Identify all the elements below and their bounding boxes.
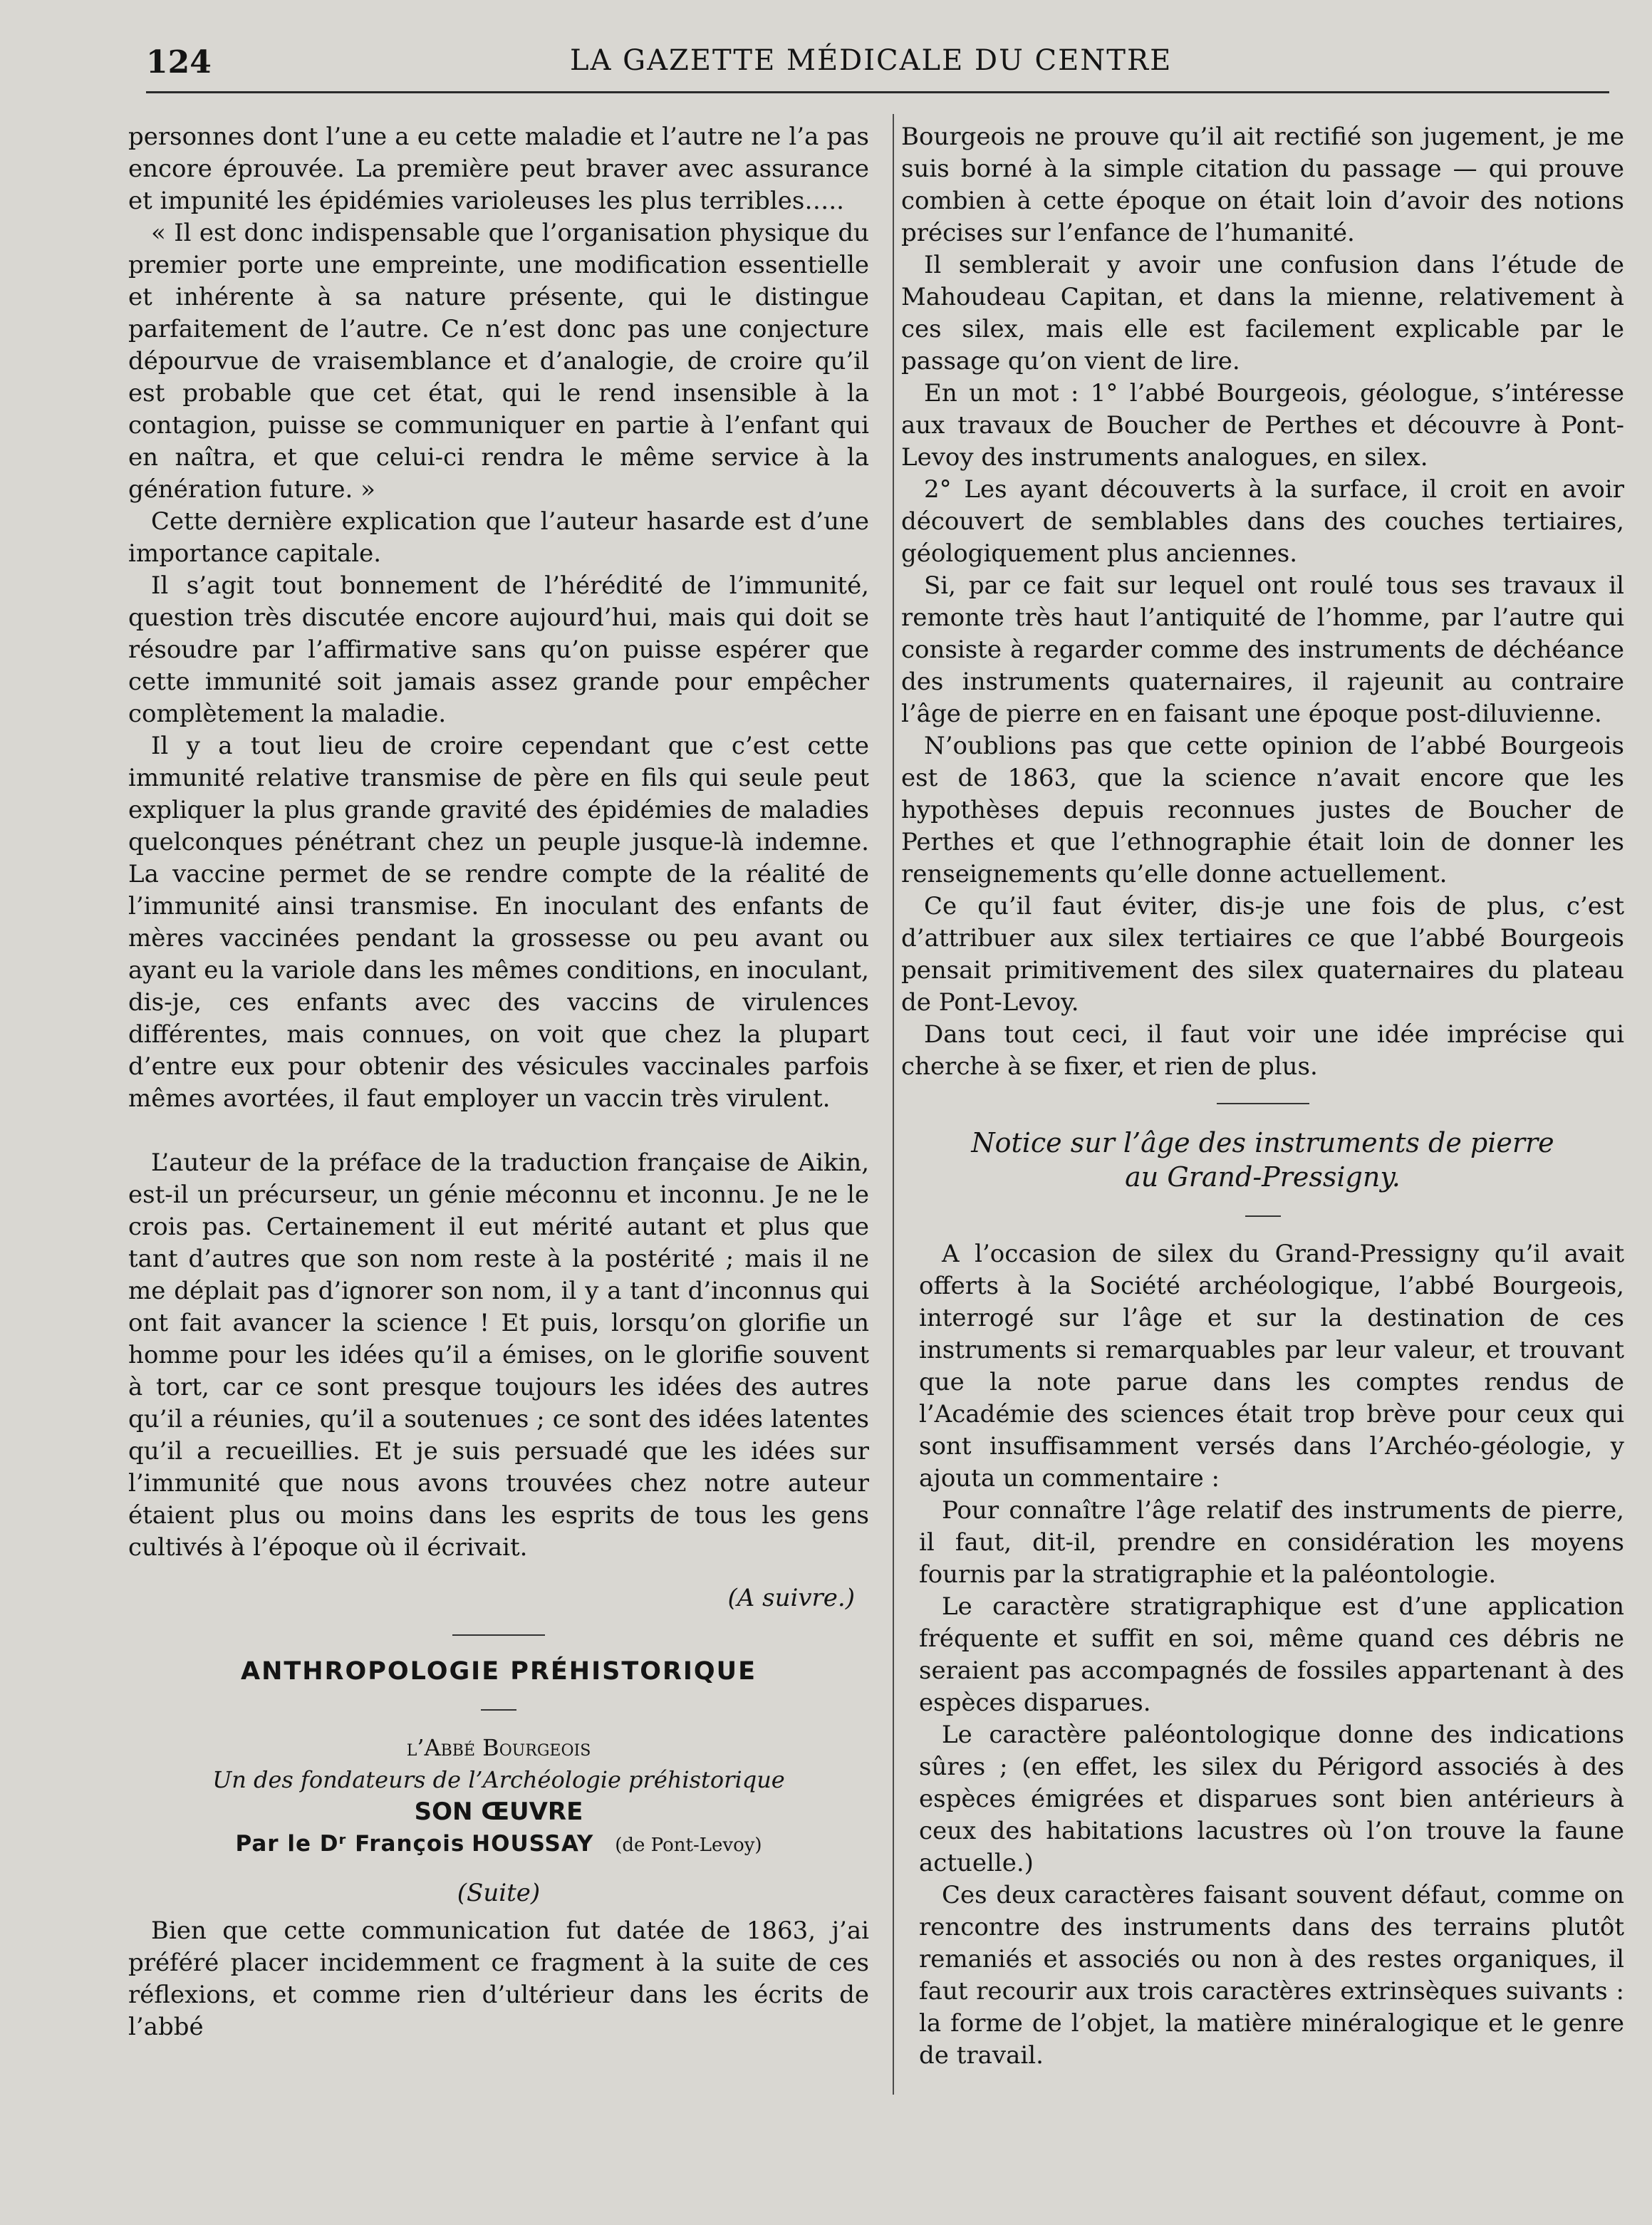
paragraph: Il y a tout lieu de croire cependant que c’est cette immunité relative transmise de père en fils qui seule peut expliquer la plus grande gravité des épidémies de maladies quelconques pénétrant chez un peuple jusque-là indemne. La vaccine permet de se rendre compte de la réalité de l’immunité ainsi transmise. En inoculant des enfants de mères vaccinées pendant la grossesse ou peu avant ou ayant eu la variole dans les mêmes conditions, en inoculant, dis-je, ces enfants avec des vaccins de virulences différentes, mais connues, on voit que chez la plupart d’entre eux pour obtenir des vésicules vaccinales parfois mêmes avortées, il faut employer un vaccin très virulent.: [128, 732, 869, 1113]
paragraph: Bien que cette communication fut datée de 1863, j’ai préféré placer incidemment ce fragment à la suite de ces réflexions, et comme rien d’ultérieur dans les écrits de l’abbé: [128, 1917, 869, 2041]
suite-label: (Suite): [457, 1879, 541, 1907]
notice-body: [901, 1238, 1624, 2072]
right-column: [901, 121, 1624, 2072]
notice-title: [901, 1126, 1624, 1194]
paragraph: « Il est donc indispensable que l’organisation physique du premier porte une empreinte, une modification essentielle et inhérente à sa nature présente, qui le distingue parfaitement de l’autre. Ce n’est donc pas une conjecture dépourvue de vraisemblance et d’analogie, de croire qu’il est probable que cet état, qui le rend insensible à la contagion, puisse se communiquer en partie à l’enfant qui en naîtra, et que celui-ci rendra le même service à la génération future. »: [128, 219, 869, 504]
section-heading: ANTHROPOLOGIE PRÉHISTORIQUE: [240, 1657, 757, 1686]
work-title: SON ŒUVRE: [414, 1798, 583, 1826]
paragraph: A l’occasion de silex du Grand-Pressigny qu’il avait offerts à la Société archéologique, l’abbé Bourgeois, interrogé sur l’âge et sur la destination de ces instruments si remarquables par leur valeur, et trouvant que la note parue dans les comptes rendus de l’Académie des sciences était trop brève pour ceux qui sont insuffisamment versés dans l’Archéo-géologie, y ajouta un commentaire :: [919, 1240, 1624, 1493]
paragraph: 2° Les ayant découverts à la surface, il croit en avoir découvert de semblables dans des couches tertiaires, géologiquement plus anciennes.: [901, 475, 1624, 568]
byline-place: (de Pont-Levoy): [615, 1835, 762, 1856]
paragraph: Pour connaître l’âge relatif des instruments de pierre, il faut, dit-il, prendre en considération les moyens fournis par la stratigraphie et la paléontologie.: [919, 1496, 1624, 1589]
author-subtitle: Un des fondateurs de l’Archéologie préhistorique: [212, 1766, 785, 1793]
separator-rule: [452, 1634, 545, 1636]
paragraph: Il semblerait y avoir une confusion dans l’étude de Mahoudeau Capitan, et dans la mienne, relativement à ces silex, mais elle est facilement explicable par le passage qu’on vient de lire.: [901, 251, 1624, 375]
byline: [128, 1828, 869, 1862]
paragraph: Bourgeois ne prouve qu’il ait rectifié son jugement, je me suis borné à la simple citation du passage — qui prouve combien à cette époque on était loin d’avoir des notions précises sur l’enfance de l’humanité.: [901, 123, 1624, 247]
page-number: 124: [146, 44, 212, 81]
to-be-continued: (A suivre.): [727, 1584, 855, 1612]
left-column: [128, 121, 869, 2043]
separator-dash: [1245, 1215, 1281, 1217]
notice-title-line-2: au Grand-Pressigny.: [1125, 1161, 1401, 1193]
paragraph: Cette dernière explication que l’auteur hasarde est d’une importance capitale.: [128, 507, 869, 568]
paragraph: L’auteur de la préface de la traduction française de Aikin, est-il un précurseur, un génie méconnu et inconnu. Je ne le crois pas. Certainement il eut mérité autant et plus que tant d’autres que son nom reste à la postérité ; mais il ne me déplait pas d’ignorer son nom, il y a tant d’inconnus qui ont fait avancer la science ! Et puis, lorsqu’on glorifie un homme pour les idées qu’il a émises, on le glorifie souvent à tort, car ce sont presque toujours les idées des autres qu’il a réunies, qu’il a soutenues ; ce sont des idées latentes qu’il a recueillies. Et je suis persuadé que les idées sur l’immunité que nous avons trouvées chez notre auteur étaient plus ou moins dans les esprits de tous les gens cultivés à l’époque où il écrivait.: [128, 1148, 869, 1562]
paragraph: En un mot : 1° l’abbé Bourgeois, géologue, s’intéresse aux travaux de Boucher de Perthes et découvre à Pont-Levoy des instruments analogues, en silex.: [901, 379, 1624, 472]
byline-name: HOUSSAY: [472, 1831, 594, 1857]
paragraph: Si, par ce fait sur lequel ont roulé tous ses travaux il remonte très haut l’antiquité de l’homme, par l’autre qui consiste à regarder comme des instruments de déchéance des instruments quaternaires, il rajeunit au contraire l’âge de pierre en en faisant une époque post-diluvienne.: [901, 571, 1624, 728]
paragraph: N’oublions pas que cette opinion de l’abbé Bourgeois est de 1863, que la science n’avait encore que les hypothèses depuis reconnues justes de Boucher de Perthes et que l’ethnographie était loin de donner les renseignements qu’elle donne actuellement.: [901, 732, 1624, 888]
byline-prefix: Par le Dʳ François: [235, 1831, 465, 1857]
paragraph: personnes dont l’une a eu cette maladie et l’autre ne l’a pas encore éprouvée. La première peut braver avec assurance et impunité les épidémies varioleuses les plus terribles…..: [128, 123, 869, 215]
spacer: [128, 1115, 869, 1147]
paragraph: Il s’agit tout bonnement de l’hérédité de l’immunité, question très discutée encore aujourd’hui, mais qui doit se résoudre par l’affirmative sans qu’on puisse espérer que cette immunité soit jamais assez grande pour empêcher complètement la maladie.: [128, 571, 869, 728]
column-rule: [893, 114, 894, 2095]
paragraph: Ces deux caractères faisant souvent défaut, comme on rencontre des instruments dans des terrains plutôt remaniés et associés ou non à des restes organiques, il faut recourir aux trois caractères extrinsèques suivants : la forme de l’objet, la matière minéralogique et le genre de travail.: [919, 1881, 1624, 2070]
paragraph: Le caractère stratigraphique est d’une application fréquente et suffit en soi, même quand ces débris ne seraient pas accompagnés de fossiles appartenant à des espèces disparues.: [919, 1592, 1624, 1717]
paragraph: Ce qu’il faut éviter, dis-je une fois de plus, c’est d’attribuer aux silex tertiaires ce que l’abbé Bourgeois pensait primitivement des silex quaternaires du plateau de Pont-Levoy.: [901, 892, 1624, 1017]
separator-rule: [1217, 1103, 1309, 1104]
paragraph: Dans tout ceci, il faut voir une idée imprécise qui cherche à se fixer, et rien de plus.: [901, 1020, 1624, 1081]
separator-dash: [481, 1709, 516, 1711]
journal-title: LA GAZETTE MÉDICALE DU CENTRE: [570, 44, 1173, 77]
paragraph: Le caractère paléontologique donne des indications sûres ; (en effet, les silex du Périgord associés à des espèces émigrées et disparues sont bien antérieurs à ceux des habitations lacustres où l’on trouve la faune actuelle.): [919, 1721, 1624, 1877]
author-name: l’Abbé Bourgeois: [406, 1734, 591, 1761]
header-rule: [146, 91, 1609, 93]
notice-title-line-1: Notice sur l’âge des instruments de pierre: [971, 1127, 1554, 1158]
